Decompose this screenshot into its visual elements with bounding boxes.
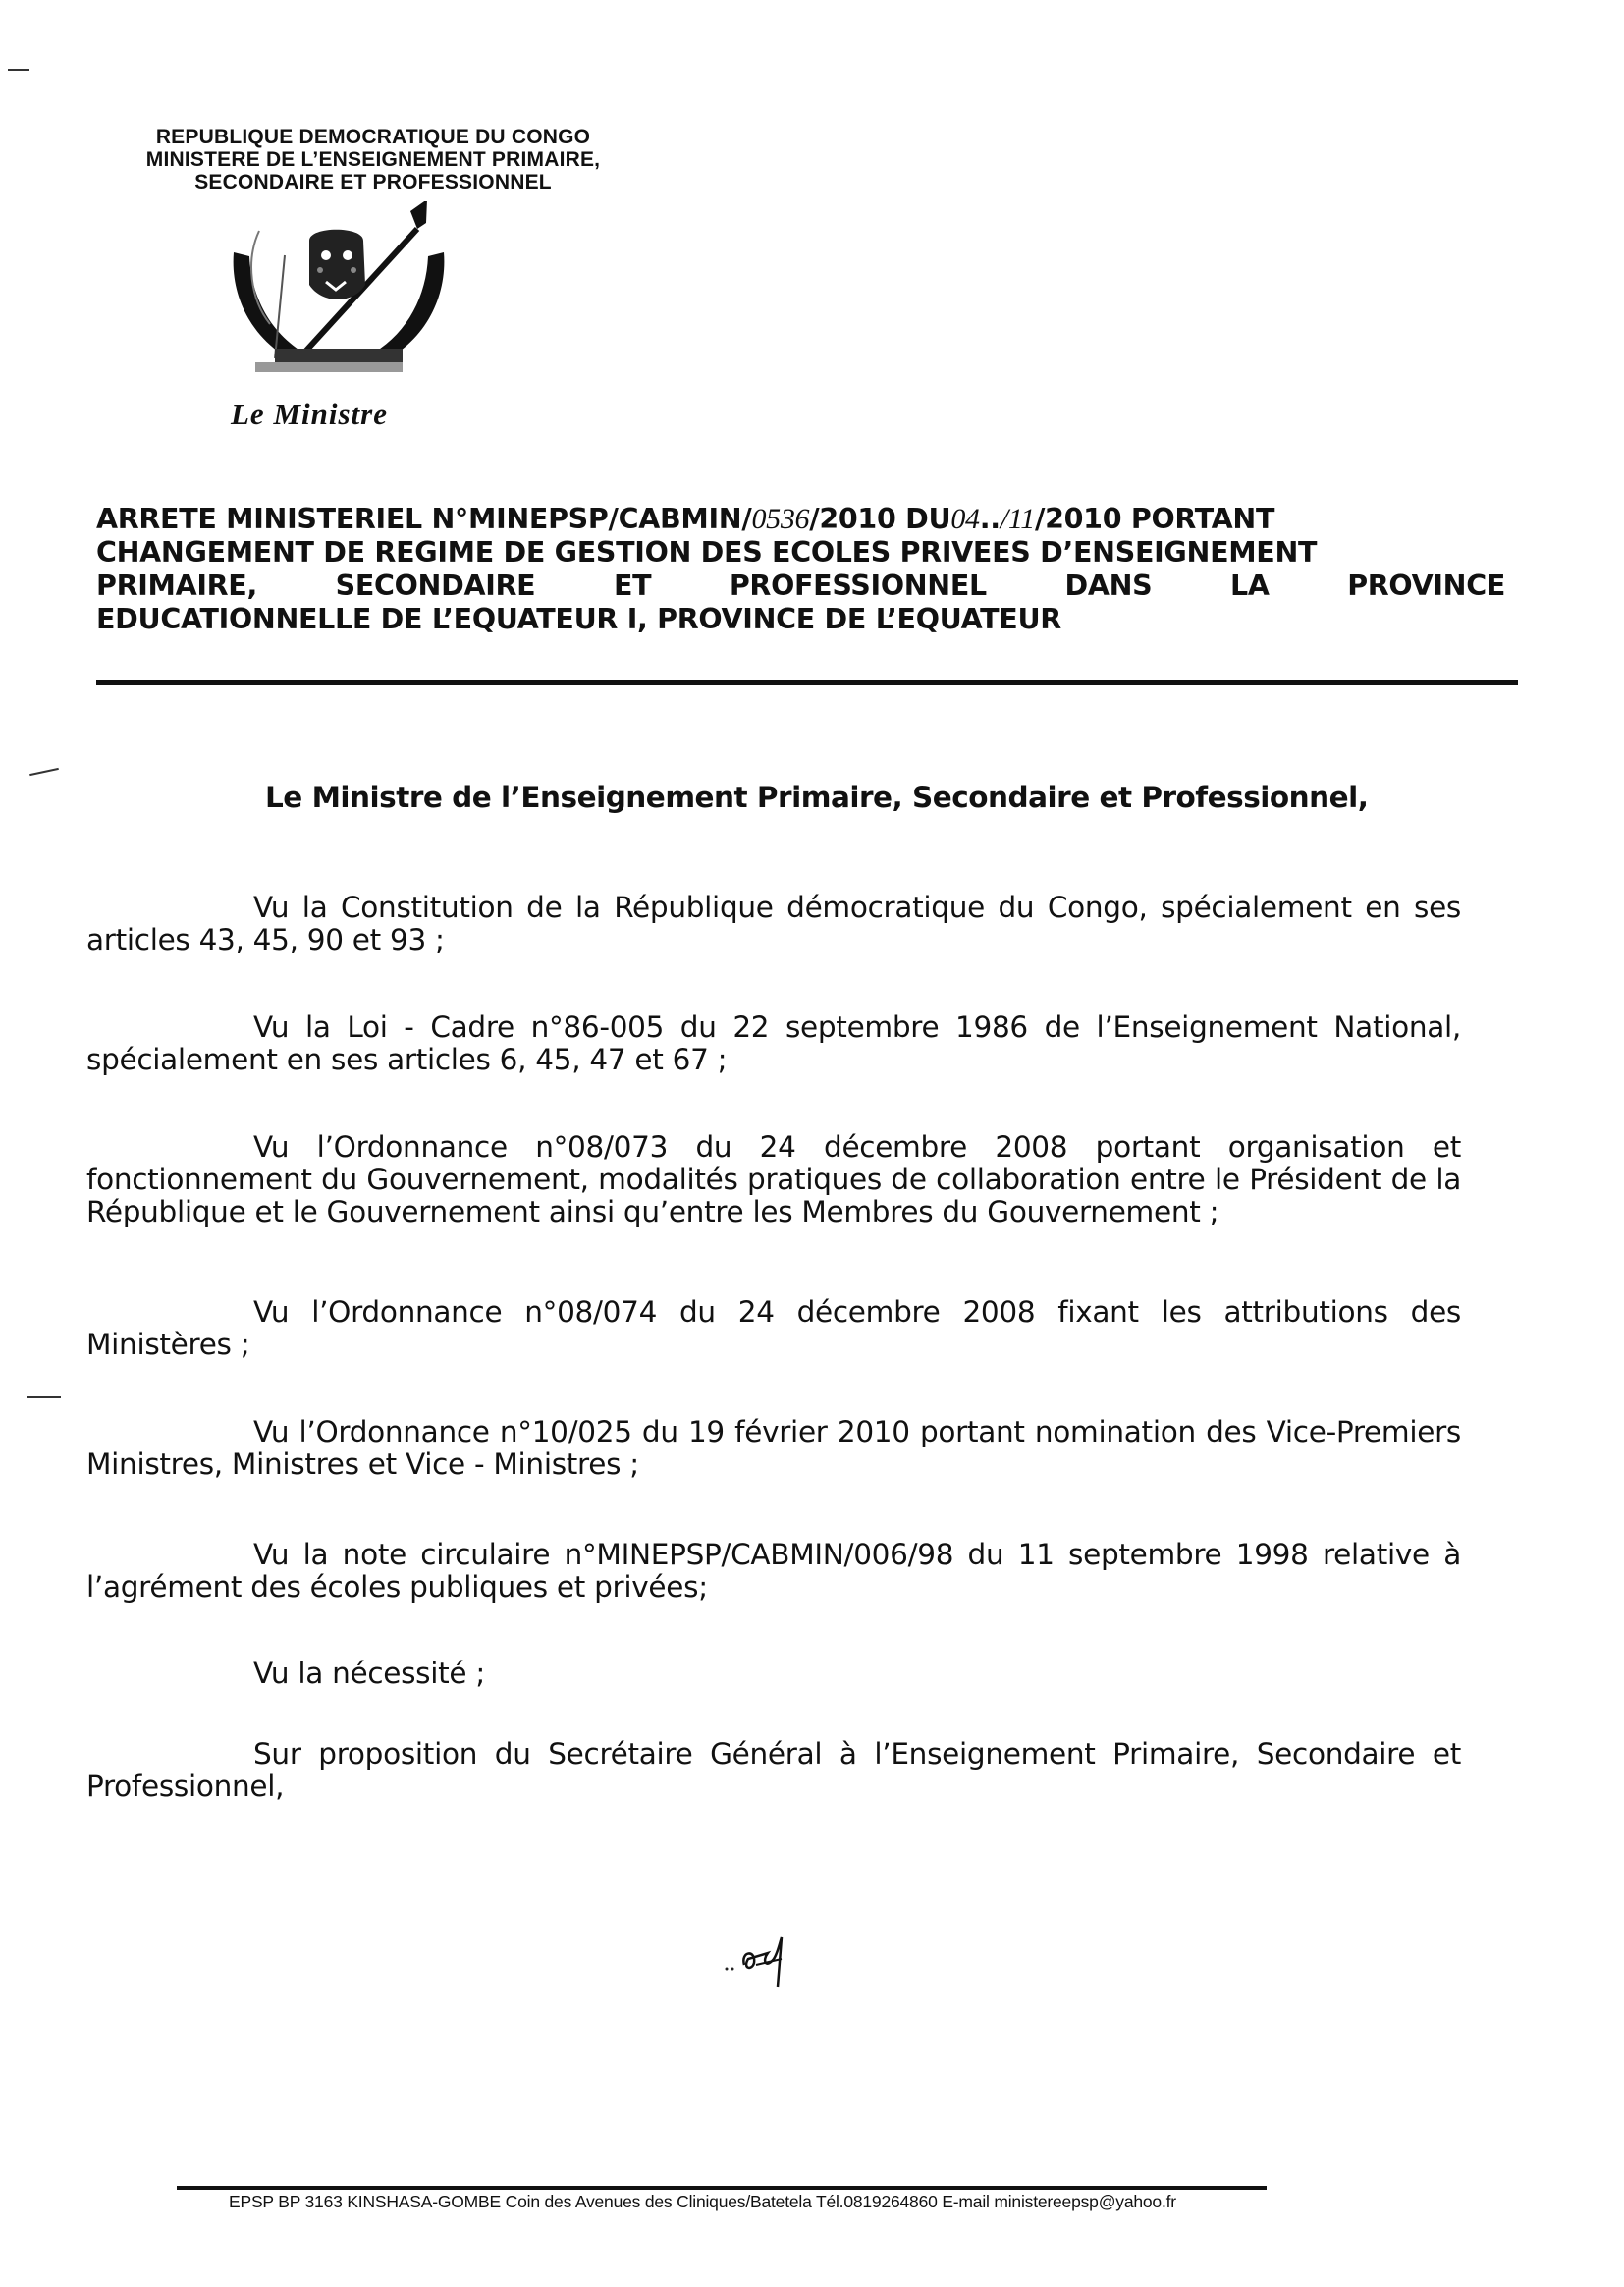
header-country: REPUBLIQUE DEMOCRATIQUE DU CONGO <box>155 126 591 148</box>
document-title <box>96 503 1505 636</box>
scan-mark <box>29 768 59 776</box>
handwritten-month: /11 <box>1000 503 1035 535</box>
minister-intro: Le Ministre de l’Enseignement Primaire, Secondaire et Professionnel, <box>265 781 1369 814</box>
handwritten-day: 04 <box>950 503 980 535</box>
footer-divider <box>177 2186 1267 2190</box>
initials-signature-icon <box>723 1930 811 1988</box>
paragraph-necessite: Vu la nécessité ; <box>253 1657 485 1690</box>
paragraph-ordonnance-08-074: Vu l’Ordonnance n°08/074 du 24 décembre 2008 fixant les attributions des Ministères ; <box>86 1295 1461 1361</box>
title-divider <box>96 680 1518 685</box>
header-ministry: MINISTERE DE L’ENSEIGNEMENT PRIMAIRE, <box>145 148 601 171</box>
paragraph-note-circulaire: Vu la note circulaire n°MINEPSP/CABMIN/006/98 du 11 septembre 1998 relative à l’agrément des écoles publiques et privées; <box>86 1538 1461 1604</box>
title-line-1: ARRETE MINISTERIEL N°MINEPSP/CABMIN/0536/2010 DU04../11/2010 PORTANT <box>96 503 1275 535</box>
paragraph-ordonnance-10-025: Vu l’Ordonnance n°10/025 du 19 février 2010 portant nomination des Vice-Premiers Ministres, Ministres et Vice - Ministres ; <box>86 1415 1461 1481</box>
footer-address: EPSP BP 3163 KINSHASA-GOMBE Coin des Avenues des Cliniques/Batetela Tél.0819264860 E-mail ministereepsp@yahoo.fr <box>229 2192 1176 2211</box>
handwritten-number: 0536 <box>751 503 810 535</box>
institution-header <box>93 126 653 193</box>
paragraph-proposition: Sur proposition du Secrétaire Général à l’Enseignement Primaire, Secondaire et Professionnel, <box>86 1737 1461 1803</box>
paragraph-loi-cadre: Vu la Loi - Cadre n°86-005 du 22 septembre 1986 de l’Enseignement National, spécialement en ses articles 6, 45, 47 et 67 ; <box>86 1010 1461 1076</box>
minister-label: Le Ministre <box>231 397 388 431</box>
header-ministry-cont: SECONDAIRE ET PROFESSIONNEL <box>194 171 552 193</box>
scan-mark <box>27 1396 61 1398</box>
paragraph-constitution: Vu la Constitution de la République démocratique du Congo, spécialement en ses articles 43, 45, 90 et 93 ; <box>86 891 1461 956</box>
coat-of-arms-icon <box>216 201 461 378</box>
paragraph-ordonnance-08-073: Vu l’Ordonnance n°08/073 du 24 décembre 2008 portant organisation et fonctionnement du Gouvernement, modalités pratiques de collaboration entre le Président de la République et le Gouvernement ainsi qu’entre les Membres du Gouvernement ; <box>86 1130 1461 1228</box>
title-line-3: PRIMAIRE, SECONDAIRE ET PROFESSIONNEL DANS LA PROVINCE <box>96 570 1505 602</box>
scan-mark <box>8 69 29 71</box>
title-line-2: CHANGEMENT DE REGIME DE GESTION DES ECOLES PRIVEES D’ENSEIGNEMENT <box>96 536 1318 569</box>
title-line-4: EDUCATIONNELLE DE L’EQUATEUR I, PROVINCE DE L’EQUATEUR <box>96 603 1061 635</box>
